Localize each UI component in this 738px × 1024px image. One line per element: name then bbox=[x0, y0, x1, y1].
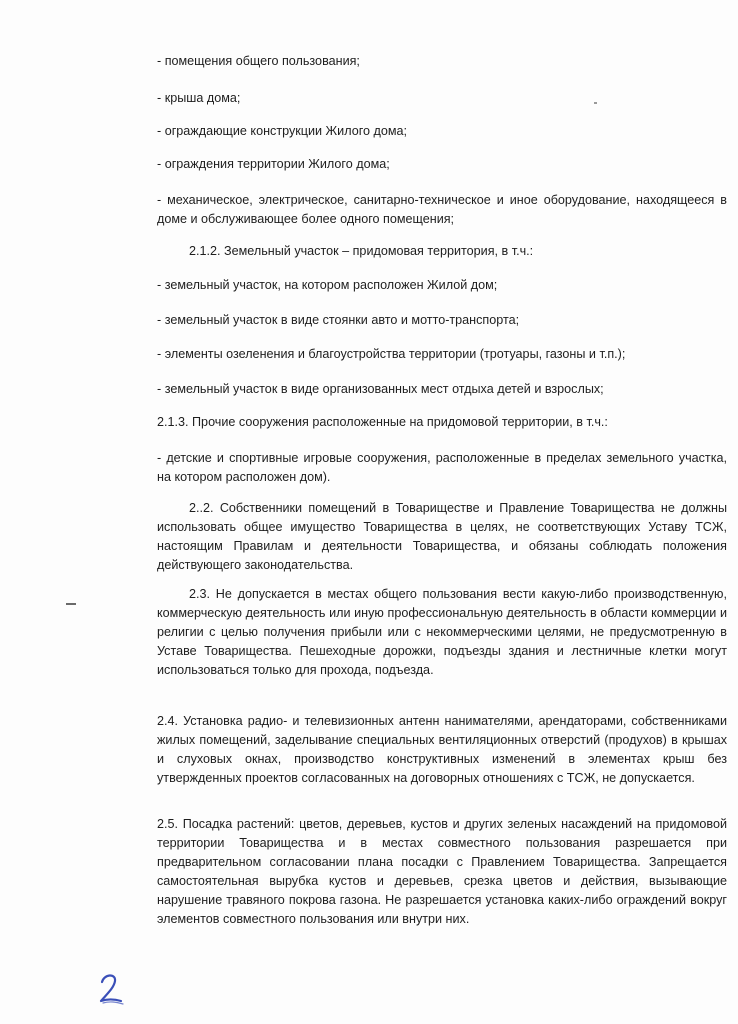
list-item-equipment: - механическое, электрическое, санитарно-техническое и иное оборудование, находящееся в доме и обслуживающее более одного помещения; bbox=[157, 193, 727, 226]
list-item-parking: - земельный участок в виде стоянки авто и мотто-транспорта; bbox=[157, 313, 520, 327]
handwritten-page-number-2 bbox=[92, 968, 132, 1008]
list-item-playgrounds: - детские и спортивные игровые сооружения, расположенные в пределах земельного участка, на котором расположен дом). bbox=[157, 451, 727, 484]
list-item-recreation: - земельный участок в виде организованных мест отдыха детей и взрослых; bbox=[157, 382, 604, 396]
clause-2-5: 2.5. Посадка растений: цветов, деревьев, кустов и других зеленых насаждений на придомовой территории Товарищества и в местах совместного пользования разрешается при предварительном согласовании плана посадки с Правлением Товарищества. Запрещается самостоятельная вырубка кустов и деревьев, срезка цветов и действия, вызывающие нарушение травяного покрова газона. Не разрешается установка каких-либо ограждений вокруг элементов совместного пользования или внутри них. bbox=[157, 817, 727, 926]
list-item-common-areas: - помещения общего пользования; bbox=[157, 54, 360, 68]
list-item-landscaping: - элементы озеленения и благоустройства территории (тротуары, газоны и т.п.); bbox=[157, 347, 626, 361]
list-item-land-plot: - земельный участок, на котором расположен Жилой дом; bbox=[157, 278, 498, 292]
list-item-roof: - крыша дома; bbox=[157, 91, 241, 105]
list-item-territory-fences: - ограждения территории Жилого дома; bbox=[157, 157, 390, 171]
list-item-enclosing-structures: - ограждающие конструкции Жилого дома; bbox=[157, 124, 408, 138]
clause-2-4: 2.4. Установка радио- и телевизионных антенн нанимателями, арендаторами, собственниками жилых помещений, заделывание специальных вентиляционных отверстий (продухов) в крышах и слуховых окнах, производство конструктивных изменений в элементах крыш без утвержденных проектов согласованных на договорных отношениях с ТСЖ, не допускается. bbox=[157, 714, 727, 785]
scan-dash-mark bbox=[66, 603, 76, 605]
scan-dot-mark bbox=[594, 102, 597, 104]
section-heading-2-1-2: 2.1.2. Земельный участок – придомовая территория, в т.ч.: bbox=[189, 244, 534, 258]
clause-2-3: 2.3. Не допускается в местах общего пользования вести какую-либо производственную, коммерческую деятельность или иную профессиональную деятельность в области коммерции и религии с целью получения прибыли или с некоммерческими целями, не предусмотренную в Уставе Товарищества. Пешеходные дорожки, подъезды здания и лестничные клетки могут использоваться только для прохода, подъезда. bbox=[157, 587, 727, 677]
section-heading-2-1-3: 2.1.3. Прочие сооружения расположенные на придомовой территории, в т.ч.: bbox=[157, 415, 608, 429]
clause-2-2: 2..2. Собственники помещений в Товариществе и Правление Товарищества не должны использовать общее имущество Товарищества в целях, не соответствующих Уставу ТСЖ, настоящим Правилам и деятельности Товарищества, и обязаны соблюдать положения действующего законодательства. bbox=[157, 501, 727, 572]
